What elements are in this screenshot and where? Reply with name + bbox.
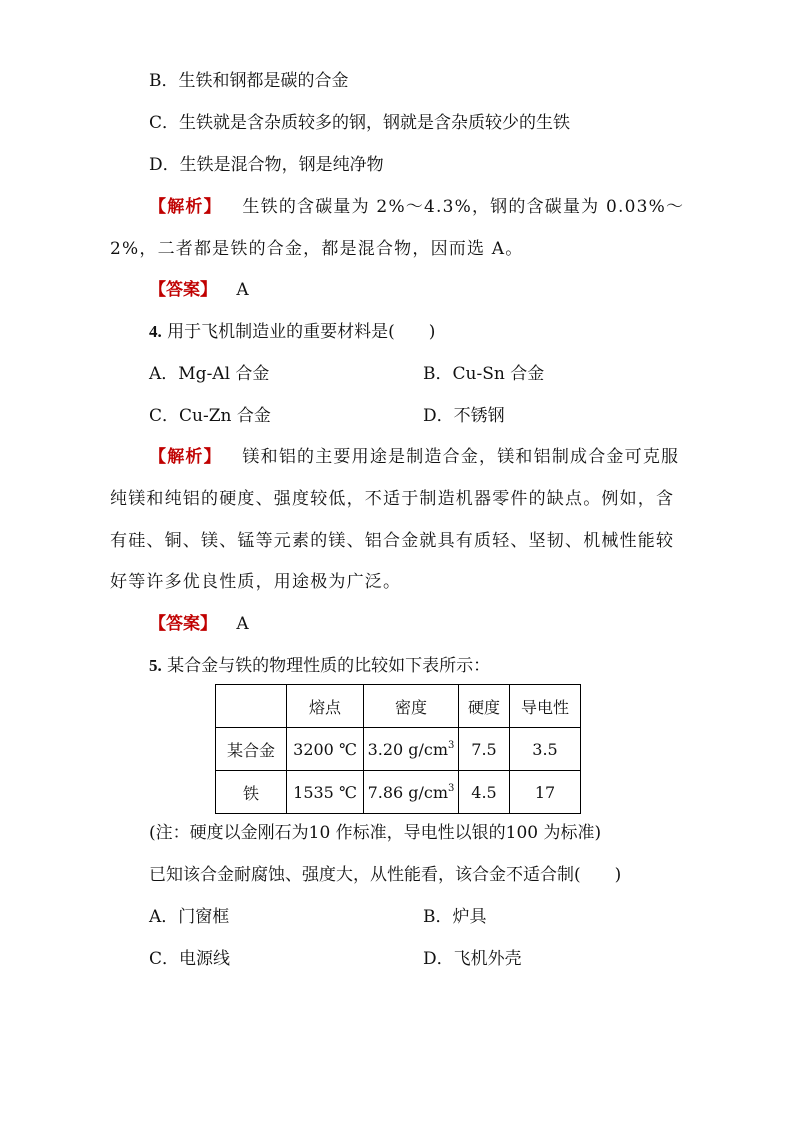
q5-option-a: A．门窗框 (149, 907, 230, 927)
table-header-row (216, 685, 581, 728)
table-row (216, 771, 581, 814)
q4-number: 4. (149, 322, 162, 341)
properties-table (215, 684, 581, 814)
q3-analysis-line-1 (149, 197, 684, 217)
table-row (216, 728, 581, 771)
q3-answer-label: 【答案】 (149, 280, 217, 300)
table-cell-conductivity: 17 (510, 771, 581, 814)
q4-answer-line (149, 614, 249, 634)
table-header-cell: 熔点 (287, 685, 364, 728)
q5-stem-line (149, 656, 490, 676)
table-cell-density: 7.86 $g/cm^3$ (364, 771, 459, 814)
q4-analysis-line-3: 有硅、铜、镁、锰等元素的镁、铝合金就具有质轻、坚韧、机械性能较 (110, 531, 675, 551)
table-header-cell: 密度 (364, 685, 459, 728)
table-header-cell: 硬度 (459, 685, 510, 728)
q3-analysis-label: 【解析】 (149, 197, 222, 217)
table-cell-conductivity: 3.5 (510, 728, 581, 771)
q5-question: 已知该合金耐腐蚀、强度大，从性能看，该合金不适合制( ) (149, 865, 622, 885)
q5-note: (注：硬度以金刚石为10 作标准，导电性以银的100 为标准) (149, 823, 602, 843)
q4-answer-value: A (236, 614, 249, 634)
q5-stem: 某合金与铁的物理性质的比较如下表所示： (167, 656, 491, 676)
q3-option-d: D．生铁是混合物，钢是纯净物 (149, 155, 384, 175)
q4-analysis-label: 【解析】 (149, 447, 222, 467)
q3-answer-line (149, 280, 249, 300)
q4-analysis-line-2: 纯镁和纯铝的硬度、强度较低，不适于制造机器零件的缺点。例如，含 (110, 489, 675, 509)
q4-option-a: A．Mg-Al 合金 (149, 364, 270, 384)
table-cell-melting: 3200 ℃ (287, 728, 364, 771)
table-header-cell: 导电性 (510, 685, 581, 728)
q5-option-d: D．飞机外壳 (423, 949, 522, 969)
table-cell-melting: 1535 ℃ (287, 771, 364, 814)
q4-analysis-line-1 (149, 447, 679, 467)
q4-analysis-line-4: 好等许多优良性质，用途极为广泛。 (110, 572, 402, 592)
q4-stem: 用于飞机制造业的重要材料是( ) (167, 322, 436, 342)
q4-analysis-text-1: 镁和铝的主要用途是制造合金，镁和铝制成合金可克服 (242, 447, 680, 467)
q5-number: 5. (149, 656, 162, 675)
q3-analysis-line-2: 2%，二者都是铁的合金，都是混合物，因而选 A。 (110, 239, 524, 259)
q3-answer-value: A (236, 280, 249, 300)
q4-answer-label: 【答案】 (149, 614, 217, 634)
q4-option-c: C．Cu-Zn 合金 (149, 406, 271, 426)
q4-stem-line (149, 322, 435, 342)
table-header-cell (216, 685, 287, 728)
q5-option-c: C．电源线 (149, 949, 231, 969)
table-cell-hardness: 4.5 (459, 771, 510, 814)
table-cell-name: 某合金 (216, 728, 287, 771)
q3-analysis-text-1: 生铁的含碳量为 2%～4.3%，钢的含碳量为 0.03%～ (242, 197, 685, 217)
q4-option-b: B．Cu-Sn 合金 (423, 364, 545, 384)
q5-option-b: B．炉具 (423, 907, 487, 927)
q3-option-b: B．生铁和钢都是碳的合金 (149, 71, 349, 91)
q3-option-c: C．生铁就是含杂质较多的钢，钢就是含杂质较少的生铁 (149, 113, 571, 133)
q4-option-d: D．不锈钢 (423, 406, 505, 426)
table-cell-density: 3.20 $g/cm^3$ (364, 728, 459, 771)
table-cell-hardness: 7.5 (459, 728, 510, 771)
table-cell-name: 铁 (216, 771, 287, 814)
